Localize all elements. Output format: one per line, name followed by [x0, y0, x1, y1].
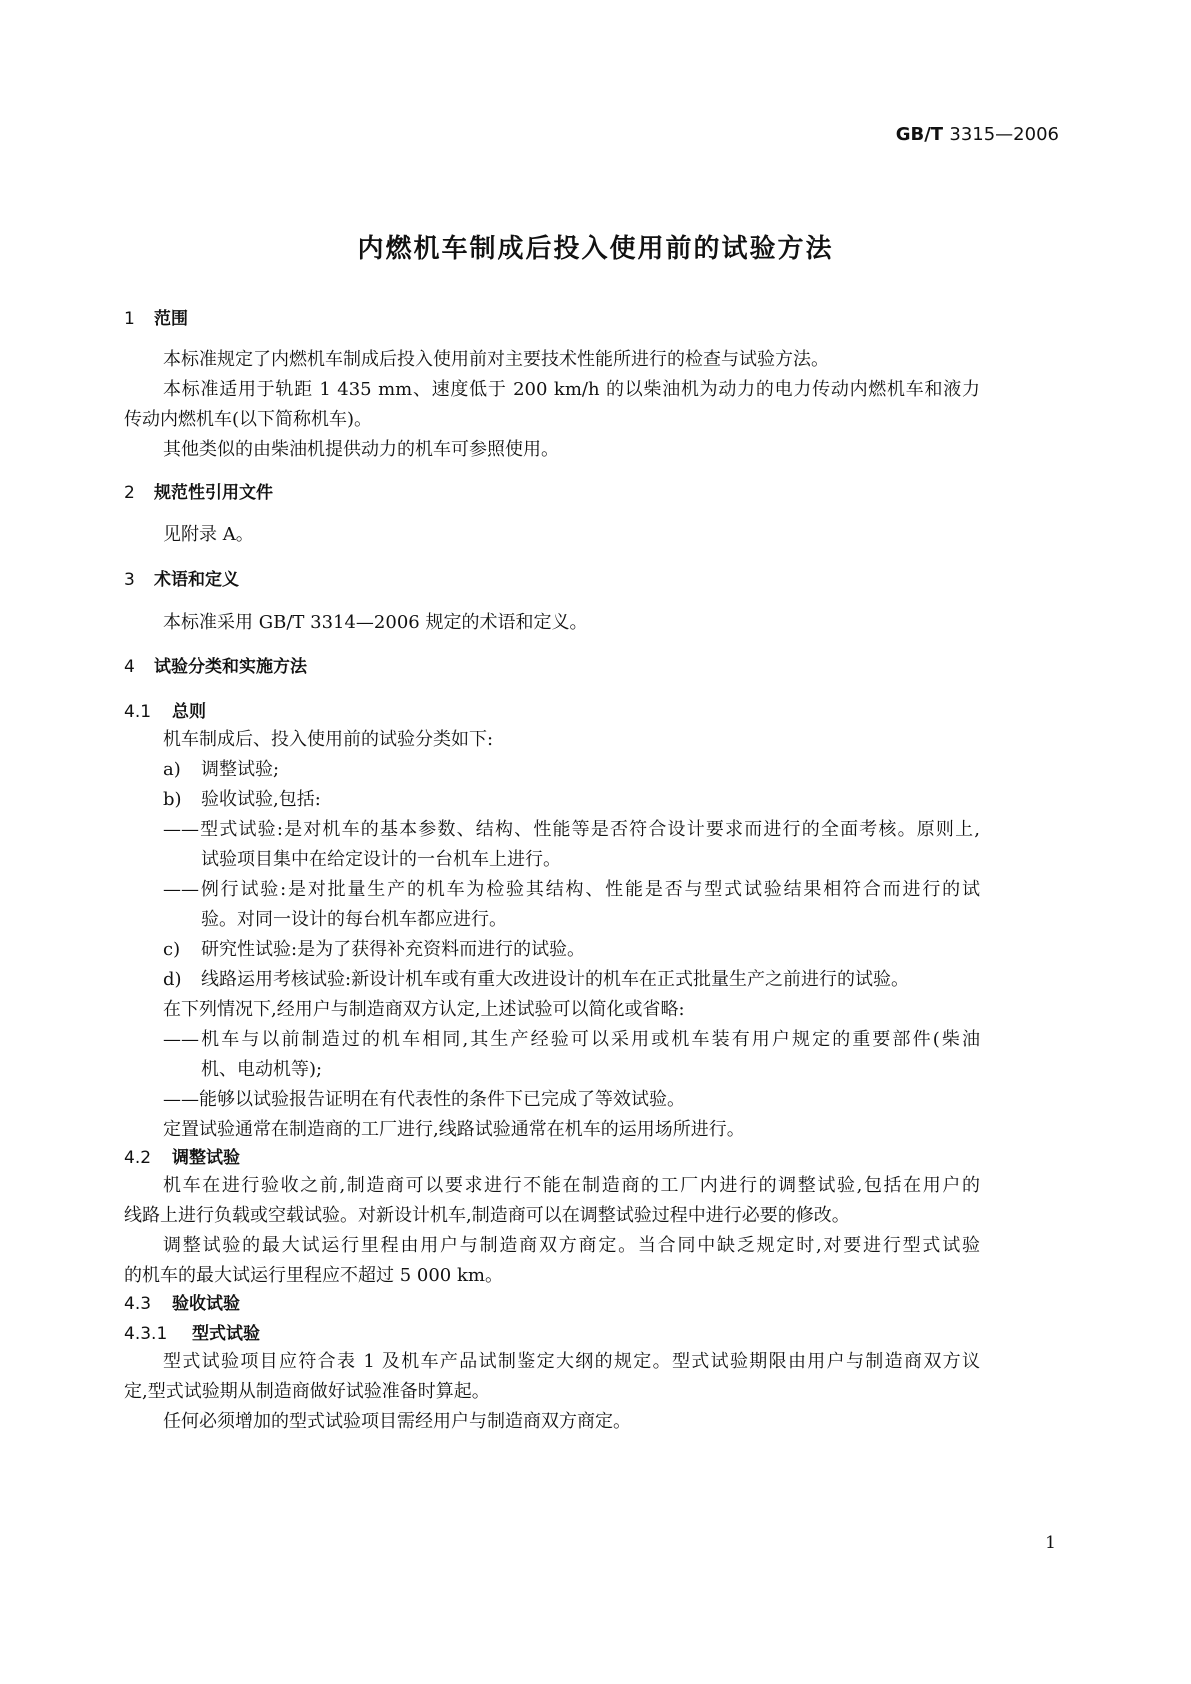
paragraph: 在下列情况下,经用户与制造商双方认定,上述试验可以简化或省略:	[163, 999, 685, 1020]
paragraph: 调整试验的最大试运行里程由用户与制造商双方商定。当合同中缺乏规定时,对要进行型式试验	[163, 1235, 980, 1256]
section-number: 3	[124, 570, 135, 590]
section-4-heading	[124, 655, 307, 679]
dash-item: ——型式试验:是对机车的基本参数、结构、性能等是否符合设计要求而进行的全面考核。原则上,	[163, 819, 980, 840]
paragraph: 型式试验项目应符合表 1 及机车产品试制鉴定大纲的规定。型式试验期限由用户与制造商双方议	[163, 1351, 980, 1372]
paragraph: 其他类似的由柴油机提供动力的机车可参照使用。	[163, 439, 559, 460]
dash-item: ——机车与以前制造过的机车相同,其生产经验可以采用或机车装有用户规定的重要部件(柴油	[163, 1029, 980, 1050]
page-number: 1	[1045, 1533, 1056, 1553]
paragraph: 见附录 A。	[163, 524, 254, 545]
section-title: 规范性引用文件	[154, 483, 273, 503]
section-title: 验收试验	[172, 1294, 240, 1314]
section-title: 总则	[172, 702, 206, 722]
list-label: a)	[163, 759, 181, 780]
list-text: 研究性试验:是为了获得补充资料而进行的试验。	[201, 939, 586, 960]
section-title: 试验分类和实施方法	[154, 657, 307, 677]
paragraph: 机车在进行验收之前,制造商可以要求进行不能在制造商的工厂内进行的调整试验,包括在用户的	[163, 1175, 980, 1196]
section-title: 范围	[154, 309, 188, 329]
section-title: 调整试验	[172, 1148, 240, 1168]
list-item	[163, 788, 321, 812]
paragraph: 本标准适用于轨距 1 435 mm、速度低于 200 km/h 的以柴油机为动力的电力传动内燃机车和液力	[163, 379, 980, 400]
standard-code: 3315—2006	[949, 124, 1059, 145]
paragraph: 任何必须增加的型式试验项目需经用户与制造商双方商定。	[163, 1411, 631, 1432]
dash-item: ——能够以试验报告证明在有代表性的条件下已完成了等效试验。	[163, 1089, 685, 1110]
section-4-2-heading	[124, 1146, 240, 1170]
paragraph: 本标准采用 GB/T 3314—2006 规定的术语和定义。	[163, 612, 588, 633]
list-item	[163, 758, 279, 782]
list-text: 调整试验;	[201, 759, 280, 780]
section-number: 4.3.1	[124, 1324, 168, 1344]
section-number: 1	[124, 309, 135, 329]
list-label: b)	[163, 789, 182, 810]
standard-number	[896, 124, 1059, 145]
section-4-3-heading	[124, 1292, 240, 1316]
paragraph: 本标准规定了内燃机车制成后投入使用前对主要技术性能所进行的检查与试验方法。	[163, 349, 829, 370]
section-4-3-1-heading	[124, 1322, 260, 1346]
section-4-1-heading	[124, 700, 206, 724]
standard-prefix: GB/T	[895, 124, 944, 145]
list-label: c)	[163, 939, 181, 960]
section-3-heading	[124, 568, 239, 592]
section-title: 术语和定义	[154, 570, 239, 590]
paragraph: 传动内燃机车(以下简称机车)。	[124, 409, 373, 430]
dash-item-continued: 试验项目集中在给定设计的一台机车上进行。	[201, 849, 561, 870]
list-text: 验收试验,包括:	[201, 789, 321, 810]
paragraph: 的机车的最大试运行里程应不超过 5 000 km。	[124, 1265, 503, 1286]
paragraph: 线路上进行负载或空载试验。对新设计机车,制造商可以在调整试验过程中进行必要的修改。	[124, 1205, 850, 1226]
section-number: 4.3	[124, 1294, 152, 1314]
paragraph: 定,型式试验期从制造商做好试验准备时算起。	[124, 1381, 490, 1402]
list-label: d)	[163, 969, 182, 990]
section-title: 型式试验	[192, 1324, 260, 1344]
list-text: 线路运用考核试验:新设计机车或有重大改进设计的机车在正式批量生产之前进行的试验。	[201, 969, 910, 990]
list-item	[163, 938, 585, 962]
list-item	[163, 968, 909, 992]
dash-item-continued: 机、电动机等);	[201, 1059, 323, 1080]
section-number: 4.2	[124, 1148, 152, 1168]
section-number: 4	[124, 657, 135, 677]
dash-item: ——例行试验:是对批量生产的机车为检验其结构、性能是否与型式试验结果相符合而进行的试	[163, 879, 980, 900]
section-2-heading	[124, 481, 273, 505]
section-number: 2	[124, 483, 135, 503]
paragraph: 定置试验通常在制造商的工厂进行,线路试验通常在机车的运用场所进行。	[163, 1119, 745, 1140]
dash-item-continued: 验。对同一设计的每台机车都应进行。	[201, 909, 507, 930]
section-number: 4.1	[124, 702, 152, 722]
section-1-heading	[124, 307, 188, 331]
document-title: 内燃机车制成后投入使用前的试验方法	[357, 234, 834, 264]
paragraph: 机车制成后、投入使用前的试验分类如下:	[163, 729, 494, 750]
